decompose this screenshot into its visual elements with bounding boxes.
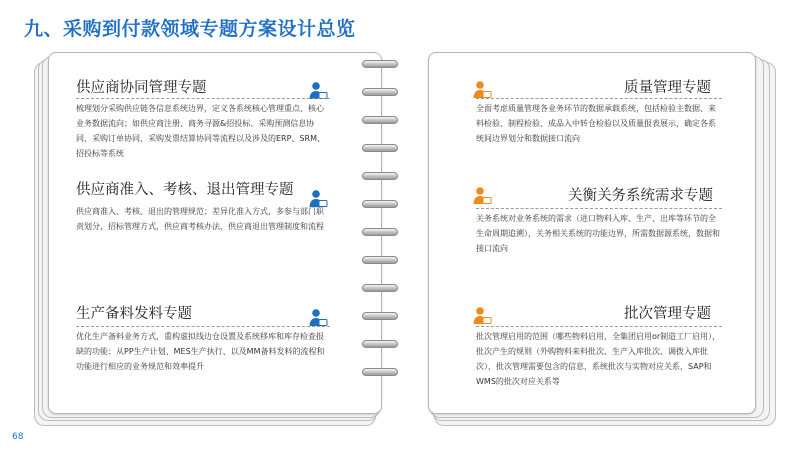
topic-desc-supplier-collaboration: 梳理划分采购供应链各信息系统边界，定义各系统核心管理重点、核心业务数据流向；如供应商注册、商务寻源&招投标、采购预测信息协同、采购订单协同、采购发票结算协同等流程以及涉及的ERP、SRM、招投标等系统 [76,98,330,161]
topic-title-production-material: 生产备料发料专题 [76,306,192,322]
spiral-ring [362,116,398,124]
spiral-ring [362,88,398,96]
spiral-binding [362,60,398,400]
topic-desc-supplier-admission: 供应商准入、考核、退出的管理规范；差异化准入方式，多参与部门职责划分，招标管理方式，供应商考核办法，供应商退出管理制度和流程 [76,207,324,231]
page-number: 68 [12,432,24,442]
spiral-ring [362,200,398,208]
spiral-ring [362,256,398,264]
orange-user-icon [472,80,492,100]
topic-desc-production-material: 优化生产备料业务方式，重构虚拟线边仓设置及系统移库和库存检查报缺的功能；从PP生产计划、MES生产执行、以及MM备料发料的流程和功能进行相应的业务规范和效率提升 [76,326,330,374]
topic-desc-customs: 关务系统对业务系统的需求（进口物料入库、生产、出库等环节的全生命周期追溯），关务相关系统的功能边界，所需数据源系统，数据和接口流向 [476,208,722,256]
page-title: 九、采购到付款领域专题方案设计总览 [24,18,356,40]
spiral-ring [362,368,398,376]
orange-user-icon [472,186,492,206]
topic-title-batch: 批次管理专题 [624,306,711,322]
blue-user-icon [308,308,328,328]
orange-user-icon [472,306,492,326]
spiral-ring [362,312,398,320]
spiral-ring [362,172,398,180]
spiral-ring [362,284,398,292]
spiral-ring [362,144,398,152]
topic-desc-batch: 批次管理启用的范围（哪些物料启用，全集团启用or制造工厂启用），批次产生的规则（外购物料来料批次、生产入库批次、调拨入库批次），批次管理需要包含的信息，系统批次与实物对应关系，SAP和WMS的批次对应关系等 [476,326,722,389]
spiral-ring [362,60,398,68]
topic-title-quality: 质量管理专题 [624,80,711,96]
topic-desc-quality: 全面考虑质量管理各业务环节的数据承载系统，包括检验主数据、来料检验、制程检验、成品入中转仓检验以及质量报表展示，确定各系统间边界划分和数据接口流向 [476,98,722,146]
topic-title-customs: 关衡关务系统需求专题 [568,188,713,204]
topic-title-supplier-collaboration: 供应商协同管理专题 [76,80,207,96]
topic-title-supplier-admission: 供应商准入、考核、退出管理专题 [76,182,294,198]
spiral-ring [362,228,398,236]
spiral-ring [362,340,398,348]
